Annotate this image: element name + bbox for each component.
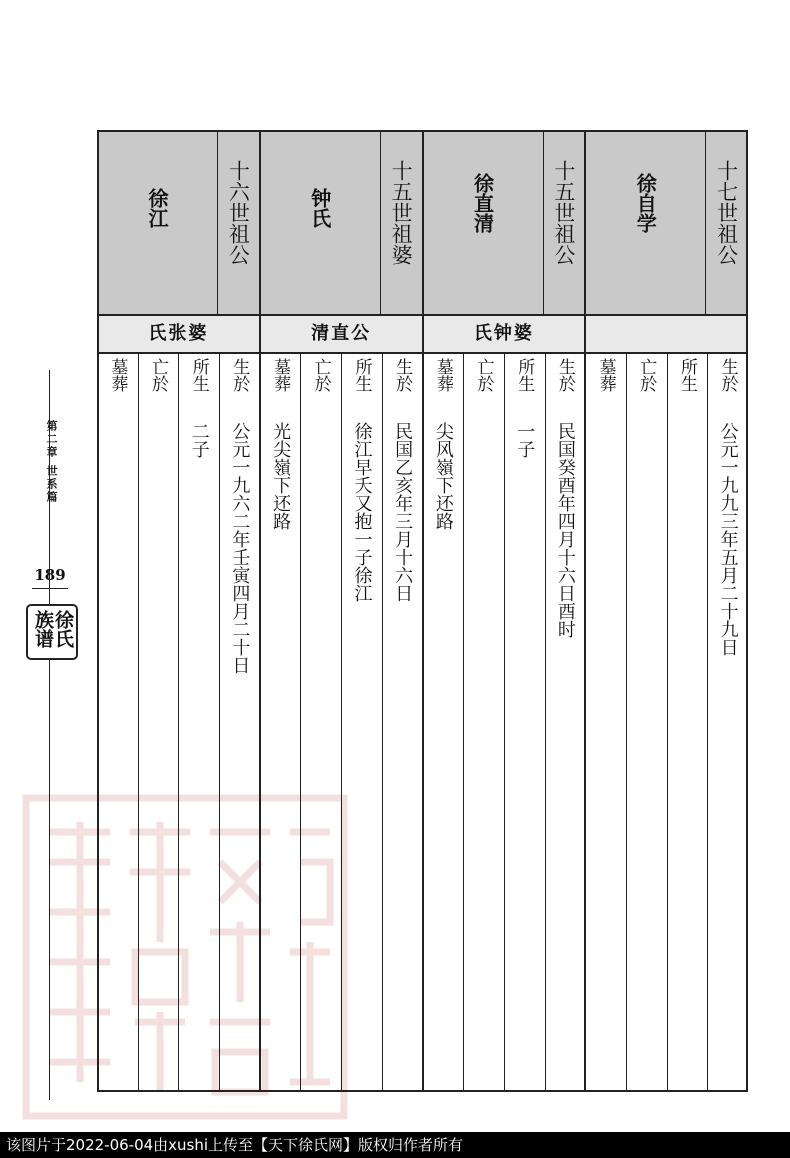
- field-label: 亡於: [636, 358, 657, 392]
- field-value: 公元一九九三年五月二十九日: [717, 422, 739, 656]
- field-label: 所生: [351, 358, 372, 392]
- field-label: 所生: [676, 358, 697, 392]
- field-value: 民国乙亥年三月十六日: [392, 422, 414, 602]
- table-frame: [97, 130, 748, 1092]
- field-value: 二子: [188, 422, 210, 458]
- field-label: 墓葬: [270, 358, 291, 392]
- chapter-title: 第二章 世系篇: [45, 420, 58, 504]
- field-label: 墓葬: [432, 358, 453, 392]
- person-name: 徐直清: [470, 173, 495, 233]
- field-label: 生於: [554, 358, 575, 392]
- spouse-header: 氏张婆: [148, 323, 209, 344]
- page-number-rule: [32, 588, 68, 589]
- person-name: 徐自学: [633, 173, 658, 233]
- generation-title: 十六世祖公: [226, 160, 251, 265]
- field-value: 徐江早夭又抱一子徐江: [351, 422, 373, 602]
- field-value: 一子: [514, 422, 536, 458]
- field-label: 所生: [514, 358, 535, 392]
- field-label: 生於: [717, 358, 738, 392]
- field-label: 亡於: [473, 358, 494, 392]
- field-label: 所生: [188, 358, 209, 392]
- field-label: 亡於: [148, 358, 169, 392]
- generation-title: 十五世祖婆: [389, 160, 414, 265]
- upload-notice: 该图片于2022-06-04由xushi上传至【天下徐氏网】版权归作者所有: [0, 1132, 790, 1158]
- field-value: 民国癸酉年四月十六日酉时: [554, 422, 576, 638]
- field-label: 墓葬: [107, 358, 128, 392]
- field-label: 生於: [229, 358, 250, 392]
- field-label: 墓葬: [595, 358, 616, 392]
- field-label: 亡於: [310, 358, 331, 392]
- page-number: 189: [34, 566, 66, 584]
- generation-title: 十五世祖公: [551, 160, 576, 265]
- clan-book-logo: 徐氏 族谱: [26, 604, 78, 660]
- generation-title: 十七世祖公: [714, 160, 739, 265]
- field-value: 尖风嶺下还路: [432, 422, 454, 530]
- person-name: 徐江: [145, 188, 169, 228]
- field-label: 生於: [392, 358, 413, 392]
- spouse-header: 清直公: [311, 323, 372, 344]
- person-name: 钟氏: [307, 188, 332, 228]
- margin-line-bottom: [49, 660, 50, 1100]
- spouse-header: 氏钟婆: [473, 323, 534, 344]
- left-margin: [18, 360, 84, 1120]
- field-value: 公元一九六二年壬寅四月二十日: [229, 422, 251, 674]
- field-value: 光尖嶺下还路: [270, 422, 292, 530]
